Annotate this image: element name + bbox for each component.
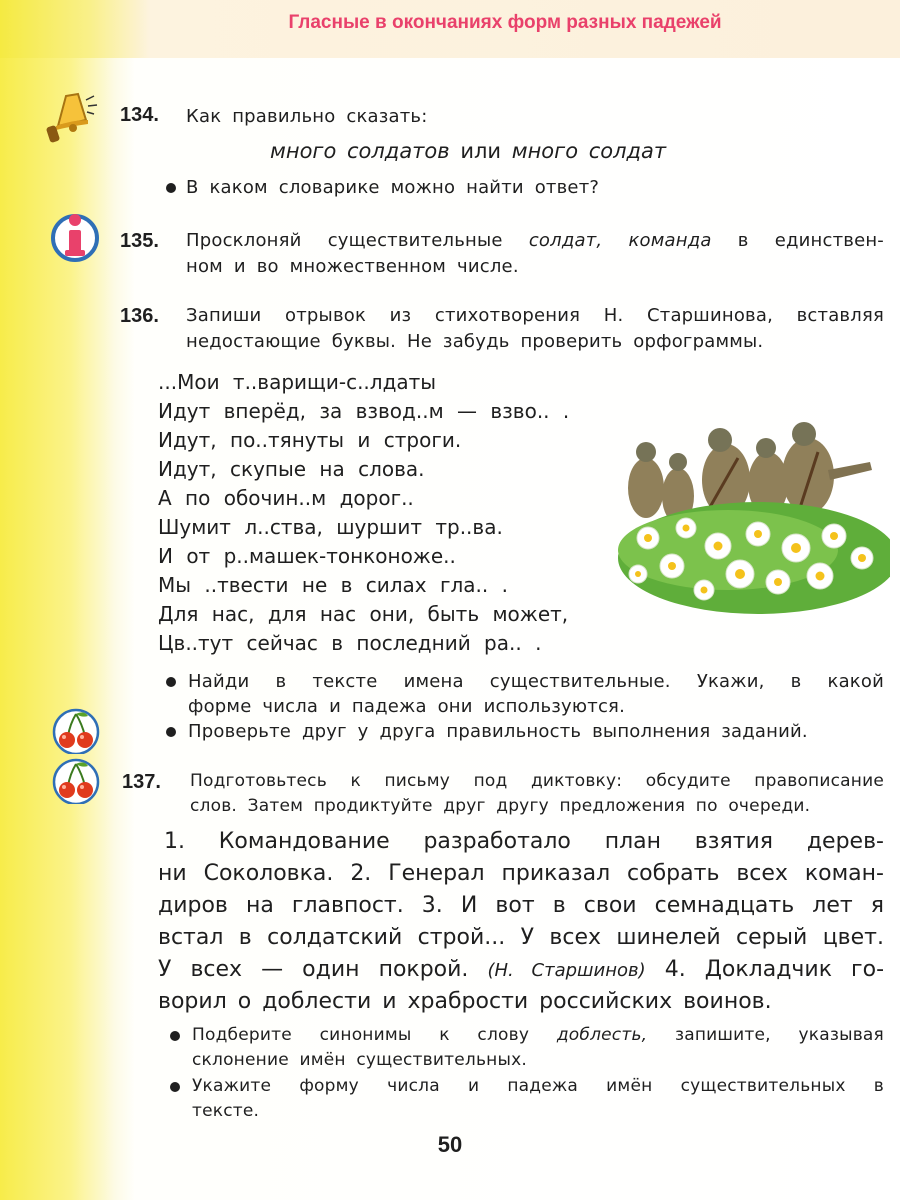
- exercise-136-task1-line1: Найди в тексте имена существительные. Укажи, в какой: [188, 671, 884, 692]
- exercise-137-task1-line2: склонение имён существительных.: [192, 1050, 527, 1070]
- text-span: запишите, указывая: [675, 1025, 884, 1045]
- exercise-136-number: 136.: [120, 305, 159, 327]
- exercise-135-number: 135.: [120, 230, 159, 252]
- info-icon: [50, 208, 100, 266]
- dictation-line: диров на главпост. 3. И вот в свои семнадцать лет я: [158, 893, 884, 918]
- poem-line: И от р..машек-тонконоже..: [158, 544, 456, 568]
- bullet-dot: [170, 1031, 180, 1041]
- poem-line: Для нас, для нас они, быть может,: [158, 602, 569, 626]
- bullet-dot: [170, 1082, 180, 1092]
- dictation-line: ни Соколовка. 2. Генерал приказал собрать всех коман-: [158, 861, 884, 886]
- text-span: Подберите синонимы к слову: [192, 1025, 530, 1045]
- dictation-line: 1. Командование разработало план взятия дерев-: [164, 829, 884, 854]
- exercise-137-task2-line2: тексте.: [192, 1101, 260, 1121]
- dictation-line: [158, 957, 884, 982]
- poem-line: Мы ..твести не в силах гла.. .: [158, 573, 508, 597]
- page-number: 50: [437, 1132, 463, 1157]
- poem-line: Цв..тут сейчас в последний ра.. .: [158, 631, 542, 655]
- bell-icon: [42, 86, 100, 144]
- page-title: Гласные в окончаниях форм разных падежей: [288, 12, 722, 33]
- text-span: Просклоняй существительные: [186, 230, 503, 251]
- bullet-dot: [166, 183, 176, 193]
- poem-line: Идут, по..тянуты и строги.: [158, 428, 462, 452]
- cherries-icon: [52, 758, 100, 804]
- exercise-136-line1: Запиши отрывок из стихотворения Н. Старшинова, вставляя: [186, 305, 884, 326]
- bullet-dot: [166, 677, 176, 687]
- dictation-line: ворил о доблести и храбрости российских воинов.: [158, 989, 772, 1014]
- variant-1: много солдатов: [270, 139, 450, 163]
- exercise-137-line2: слов. Затем продиктуйте друг другу предложения по очереди.: [190, 796, 811, 816]
- poem-line: ...Мои т..варищи-с..лдаты: [158, 370, 437, 394]
- soldiers-illustration: [608, 418, 890, 614]
- exercise-135-line2: ном и во множественном числе.: [186, 256, 519, 277]
- poem-line: Идут, скупые на слова.: [158, 457, 425, 481]
- or-word: или: [460, 139, 502, 163]
- exercise-134-task: В каком словарике можно найти ответ?: [186, 177, 600, 198]
- poem-line: Идут вперёд, за взвод..м — взво.. .: [158, 399, 570, 423]
- poem-line: А по обочин..м дорог..: [158, 486, 414, 510]
- text-span: в единствен-: [737, 230, 885, 251]
- variant-2: много солдат: [511, 139, 667, 163]
- exercise-137-line1: Подготовьтесь к письму под диктовку: обсудите правописание: [190, 771, 884, 791]
- exercise-137-task1-line1: [192, 1025, 884, 1045]
- exercise-134-number: 134.: [120, 104, 159, 126]
- cherries-icon: [52, 708, 100, 754]
- exercise-137-number: 137.: [122, 771, 161, 793]
- exercise-136-line2: недостающие буквы. Не забудь проверить орфограммы.: [186, 331, 764, 352]
- dictation-line: встал в солдатский строй... У всех шинелей серый цвет.: [158, 925, 884, 950]
- text-span: У всех — один покрой.: [158, 957, 469, 982]
- exercise-136-task2: Проверьте друг у друга правильность выполнения заданий.: [188, 721, 808, 742]
- exercise-135-line1: [186, 230, 884, 251]
- bullet-dot: [166, 727, 176, 737]
- author-credit: (Н. Старшинов): [487, 960, 646, 981]
- keyword: доблесть,: [556, 1025, 648, 1045]
- exercise-136-task1-line2: форме числа и падежа они используются.: [188, 696, 625, 717]
- exercise-137-task2-line1: Укажите форму числа и падежа имён существительных в: [192, 1076, 884, 1096]
- text-span: 4. Докладчик го-: [664, 957, 885, 982]
- example-words: солдат, команда: [528, 230, 712, 251]
- exercise-134-question: Как правильно сказать:: [186, 106, 428, 127]
- poem-line: Шумит л..ства, шуршит тр..ва.: [158, 515, 503, 539]
- exercise-134-variants: [270, 139, 666, 163]
